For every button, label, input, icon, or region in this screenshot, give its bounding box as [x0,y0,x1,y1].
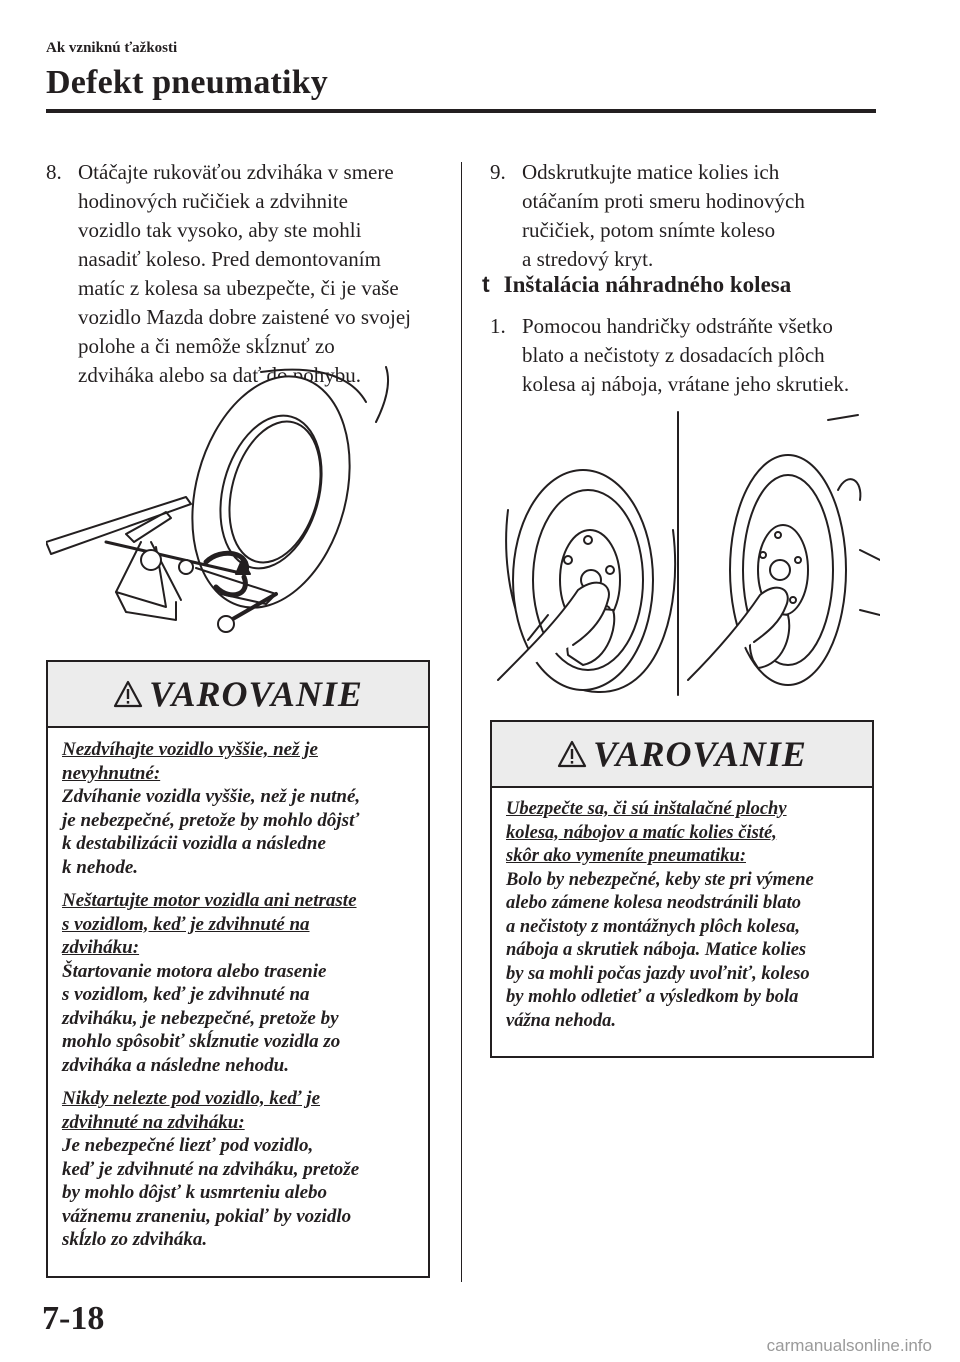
column-divider [461,162,462,1282]
subheading [482,271,791,298]
step-line: nasadiť koleso. Pred demontovaním [78,247,381,271]
warning-heading-line: Neštartujte motor vozidla ani netraste [62,890,357,911]
warning-paragraph [506,798,858,1033]
warning-paragraph [62,738,414,879]
warning-title: VAROVANIE [149,674,363,714]
step-text [522,158,890,274]
step-text [522,312,890,399]
section-label: Ak vzniknú ťažkosti [46,40,178,56]
warning-heading-line: nevyhnutné: [62,762,161,784]
warning-line: Štartovanie motora alebo trasenie [62,960,327,982]
page-number: 7-18 [42,1300,105,1337]
step-line: vozidlo tak vysoko, aby ste mohli [78,218,362,242]
step-8 [46,158,446,390]
title-rule [46,109,876,113]
step-line: kolesa aj nábojа, vrátane jeho skrutiek. [522,372,850,396]
watermark: carmanualsonline.info [766,1336,932,1355]
warning-header [48,662,428,728]
subheading-text: Inštalácia náhradného kolesa [503,272,792,297]
warning-line: Je nebezpečné liezť pod vozidlo, [62,1135,314,1156]
step-line: Odskrutkujte matice kolies ich [522,160,780,184]
step-1 [490,312,890,399]
step-line: polohe a či nemôže skĺznuť zo [78,334,335,358]
warning-paragraph [62,1087,414,1252]
step-number: 1. [490,314,506,338]
step-line: otáčaním proti smeru hodinových [522,189,805,213]
warning-triangle-icon [113,680,143,708]
step-text [78,158,446,390]
warning-triangle-icon [557,740,587,768]
warning-line: zdviháka a následne nehodu. [62,1054,289,1076]
step-number: 9. [490,160,506,184]
warning-line: mohlo spôsobiť skĺznutie vozidla zo [62,1031,341,1052]
step-line: matíc z kolesa sa ubezpečte, či je vaše [78,276,399,300]
warning-line: keď je zdvihnuté na zdviháku, pretože [62,1158,360,1180]
warning-heading-line: skôr ako vymeníte pneumatiku: [506,846,746,866]
warning-line: zdviháku, je nebezpečné, pretože by [62,1007,339,1029]
warning-line: by sa mohli počas jazdy uvoľniť, koleso [506,963,810,984]
warning-line: vážnemu zraneniu, pokiaľ by vozidlo [62,1205,352,1227]
warning-body [492,788,872,1033]
warning-line: Bolo by nebezpečné, keby ste pri výmene [506,869,814,890]
step-line: ručičiek, potom snímte koleso [522,218,776,242]
warning-line: s vozidlom, keď je zdvihnuté na [62,984,310,1005]
step-9 [490,158,890,274]
warning-line: nábojа a skrutiek nábojа. Matice kolies [506,940,807,960]
warning-heading-line: zdvihnuté na zdviháku: [62,1111,245,1133]
warning-line: k destabilizácii vozidla a následne [62,833,326,854]
warning-title: VAROVANIE [593,734,807,774]
warning-line: je nebezpečné, pretože by mohlo dôjsť [62,809,360,831]
page-title: Defekt pneumatiky [46,64,329,101]
warning-line: skĺzlo zo zdviháka. [62,1229,208,1250]
warning-body [48,728,428,1252]
warning-line: Zdvíhanie vozidla vyššie, než je nutné, [62,786,361,807]
step-line: blato a nečistoty z dosadacích plôch [522,343,825,367]
warning-heading-line: s vozidlom, keď je zdvihnuté na [62,913,310,935]
warning-line: k nehode. [62,856,138,878]
warning-heading-line: Ubezpečte sa, či sú inštalačné plochy [506,799,787,819]
warning-line: alebo zámene kolesa neodstránili blato [506,893,801,913]
warning-heading-line: kolesa, nábojov a matíc kolies čisté, [506,822,777,843]
step-line: Otáčajte rukoväťou zdviháka v smere [78,160,394,184]
warning-line: by mohlo dôjsť k usmrteniu alebo [62,1182,328,1203]
warning-box-left [46,660,430,1278]
warning-heading-line: Nikdy nelezte pod vozidlo, keď je [62,1088,321,1109]
warning-heading-line: Nezdvíhajte vozidlo vyššie, než je [62,739,318,760]
step-line: zdviháka alebo sa dať do pohybu. [78,363,362,387]
warning-heading-line: zdviháku: [62,937,140,958]
step-line: Pomocou handričky odstráňte všetko [522,314,833,338]
step-number: 8. [46,160,62,184]
warning-line: vážna nehoda. [506,1010,616,1031]
jack-illustration [46,362,436,642]
warning-paragraph [62,889,414,1077]
wheel-cleaning-illustration [488,410,880,700]
subheading-bullet: t [482,271,490,297]
step-line: vozidlo Mazda dobre zaistené vo svojej [78,305,411,329]
warning-line: a nečistoty z montážnych plôch kolesa, [506,916,800,937]
step-line: a stredový kryt. [522,247,654,271]
warning-header [492,722,872,788]
step-line: hodinových ručičiek a zdvihnite [78,189,348,213]
warning-line: by mohlo odletieť a výsledkom by bola [506,987,799,1007]
warning-box-right [490,720,874,1058]
